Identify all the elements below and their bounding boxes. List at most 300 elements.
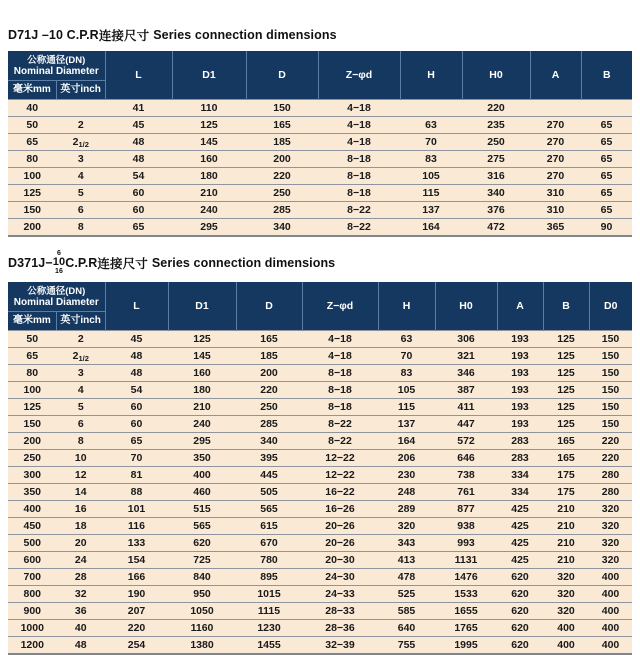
cell-H0: 275 xyxy=(462,151,530,168)
cell-D0: 150 xyxy=(589,331,632,348)
cell-H0: 387 xyxy=(435,382,497,399)
cell-D0: 400 xyxy=(589,586,632,603)
cell-H0: 1995 xyxy=(435,637,497,655)
cell-B: 125 xyxy=(543,348,589,365)
cell-A: 270 xyxy=(530,168,581,185)
cell-A: 620 xyxy=(497,637,543,655)
cell-B: 175 xyxy=(543,484,589,501)
pressure-rating-fraction xyxy=(53,250,65,275)
cell-L: 54 xyxy=(105,382,168,399)
table-row xyxy=(8,202,632,219)
cell-A: 425 xyxy=(497,535,543,552)
cell-D0: 150 xyxy=(589,382,632,399)
cell-inch: 6 xyxy=(77,204,84,216)
section-2-title-english: Series connection dimensions xyxy=(151,255,336,270)
cell-A: 620 xyxy=(497,586,543,603)
table-2-header-D: D xyxy=(236,282,302,331)
nominal-diameter-english-label-2: Nominal Diameter xyxy=(13,297,99,308)
cell-Zd: 8−18 xyxy=(302,365,378,382)
table-1-header-H0: H0 xyxy=(462,51,530,100)
cell-D: 220 xyxy=(236,382,302,399)
table-row xyxy=(8,365,632,382)
cell-D1: 160 xyxy=(172,151,246,168)
cell-nominal-diameter xyxy=(8,365,105,382)
cell-D0: 150 xyxy=(589,348,632,365)
cell-D0: 320 xyxy=(589,518,632,535)
cell-nominal-diameter xyxy=(8,484,105,501)
cell-B: 210 xyxy=(543,518,589,535)
table-row xyxy=(8,331,632,348)
cell-B: 65 xyxy=(581,202,632,219)
table-2-header-B: B xyxy=(543,282,589,331)
table-2-body xyxy=(8,331,632,655)
cell-D0: 220 xyxy=(589,433,632,450)
cell-inch: 3 xyxy=(77,153,84,165)
cell-mm: 100 xyxy=(23,170,42,182)
table-row xyxy=(8,484,632,501)
cell-H: 63 xyxy=(378,331,435,348)
cell-inch: 28 xyxy=(74,571,87,583)
cell-D: 250 xyxy=(236,399,302,416)
cell-B: 400 xyxy=(543,637,589,655)
cell-inch: 8 xyxy=(77,435,84,447)
cell-inch: 4 xyxy=(77,170,84,182)
cell-H0: 1655 xyxy=(435,603,497,620)
cell-B: 125 xyxy=(543,399,589,416)
cell-L: 48 xyxy=(105,151,172,168)
cell-D1: 125 xyxy=(172,117,246,134)
cell-D0: 150 xyxy=(589,365,632,382)
cell-H0: 938 xyxy=(435,518,497,535)
cell-Zd: 4−18 xyxy=(318,117,400,134)
cell-D: 1115 xyxy=(236,603,302,620)
cell-nominal-diameter xyxy=(8,399,105,416)
cell-inch: 16 xyxy=(74,503,87,515)
cell-mm: 250 xyxy=(23,452,42,464)
cell-H: 83 xyxy=(378,365,435,382)
cell-D: 615 xyxy=(236,518,302,535)
cell-Zd: 28−33 xyxy=(302,603,378,620)
cell-D0: 320 xyxy=(589,501,632,518)
cell-D: 165 xyxy=(236,331,302,348)
cell-inch: 32 xyxy=(74,588,87,600)
cell-A: 365 xyxy=(530,219,581,237)
table-row xyxy=(8,117,632,134)
cell-B: 65 xyxy=(581,185,632,202)
cell-Zd: 16−22 xyxy=(302,484,378,501)
cell-inch: 14 xyxy=(74,486,87,498)
table-row xyxy=(8,348,632,365)
cell-L: 116 xyxy=(105,518,168,535)
cell-A: 193 xyxy=(497,348,543,365)
cell-Zd: 4−18 xyxy=(302,331,378,348)
cell-inch: 20 xyxy=(74,537,87,549)
cell-D: 895 xyxy=(236,569,302,586)
table-1-body xyxy=(8,100,632,237)
cell-A: 283 xyxy=(497,450,543,467)
section-title-1 xyxy=(8,0,632,51)
cell-D: 200 xyxy=(246,151,318,168)
section-2-title-chinese: 连接尺寸 xyxy=(97,256,148,271)
table-row xyxy=(8,586,632,603)
table-2-header-row xyxy=(8,282,632,331)
cell-H0: 993 xyxy=(435,535,497,552)
table-2-header-A: A xyxy=(497,282,543,331)
cell-D1: 620 xyxy=(168,535,236,552)
cell-A: 334 xyxy=(497,484,543,501)
table-row xyxy=(8,535,632,552)
table-1-header-Zd: Z−φd xyxy=(318,51,400,100)
cell-mm: 1000 xyxy=(20,622,44,634)
cell-H: 105 xyxy=(378,382,435,399)
cell-D: 565 xyxy=(236,501,302,518)
cell-inch: 10 xyxy=(74,452,87,464)
table-2-header-nominal-diameter xyxy=(8,282,105,331)
cell-D0: 400 xyxy=(589,569,632,586)
cell-H: 137 xyxy=(378,416,435,433)
cell-D1: 840 xyxy=(168,569,236,586)
cell-H0: 321 xyxy=(435,348,497,365)
cell-Zd: 8−18 xyxy=(318,168,400,185)
table-row xyxy=(8,552,632,569)
cell-D1: 240 xyxy=(168,416,236,433)
cell-L: 81 xyxy=(105,467,168,484)
nominal-diameter-mm-label-2: 毫米mm xyxy=(8,312,57,330)
table-row xyxy=(8,382,632,399)
cell-inch: 5 xyxy=(77,187,84,199)
cell-nominal-diameter xyxy=(8,518,105,535)
cell-L: 101 xyxy=(105,501,168,518)
cell-H: 755 xyxy=(378,637,435,655)
cell-D1: 110 xyxy=(172,100,246,117)
cell-L: 48 xyxy=(105,348,168,365)
cell-H0: 738 xyxy=(435,467,497,484)
cell-nominal-diameter xyxy=(8,569,105,586)
cell-A: 193 xyxy=(497,382,543,399)
cell-H: 206 xyxy=(378,450,435,467)
cell-mm: 300 xyxy=(23,469,42,481)
cell-H: 248 xyxy=(378,484,435,501)
cell-B: 90 xyxy=(581,219,632,237)
fraction-bottom: 16 xyxy=(54,268,63,275)
cell-B: 125 xyxy=(543,365,589,382)
cell-L: 45 xyxy=(105,331,168,348)
cell-mm: 125 xyxy=(23,187,42,199)
table-row xyxy=(8,433,632,450)
cell-inch: 48 xyxy=(74,639,87,651)
cell-L: 154 xyxy=(105,552,168,569)
table-1-header-L: L xyxy=(105,51,172,100)
cell-nominal-diameter xyxy=(8,467,105,484)
cell-D: 250 xyxy=(246,185,318,202)
cell-Zd: 8−18 xyxy=(302,399,378,416)
cell-B: 125 xyxy=(543,416,589,433)
cell-mm: 200 xyxy=(23,435,42,447)
table-row xyxy=(8,569,632,586)
cell-D: 200 xyxy=(236,365,302,382)
cell-nominal-diameter xyxy=(8,501,105,518)
cell-mm: 80 xyxy=(26,367,39,379)
table-row xyxy=(8,637,632,655)
cell-B xyxy=(581,100,632,117)
nominal-diameter-inch-label-2: 英寸inch xyxy=(60,315,101,326)
cell-D0: 320 xyxy=(589,552,632,569)
cell-inch: 8 xyxy=(77,221,84,233)
cell-D: 505 xyxy=(236,484,302,501)
cell-L: 65 xyxy=(105,219,172,237)
table-2-header-H0: H0 xyxy=(435,282,497,331)
cell-nominal-diameter xyxy=(8,219,105,237)
cell-D: 395 xyxy=(236,450,302,467)
table-2-header-D0: D0 xyxy=(589,282,632,331)
section-title-2 xyxy=(8,237,632,282)
cell-A: 620 xyxy=(497,603,543,620)
cell-Zd: 8−22 xyxy=(302,433,378,450)
cell-mm: 450 xyxy=(23,520,42,532)
section-1-title-chinese: 连接尺寸 xyxy=(98,29,150,43)
cell-D0: 280 xyxy=(589,467,632,484)
cell-D0: 320 xyxy=(589,535,632,552)
cell-A: 425 xyxy=(497,552,543,569)
cell-mm: 65 xyxy=(26,350,39,362)
cell-nominal-diameter xyxy=(8,603,105,620)
table-row xyxy=(8,518,632,535)
section-2-title-suffix: C.P.R xyxy=(65,255,98,270)
cell-A: 425 xyxy=(497,501,543,518)
cell-H: 230 xyxy=(378,467,435,484)
table-2-header-Zd: Z−φd xyxy=(302,282,378,331)
cell-mm: 500 xyxy=(23,537,42,549)
cell-inch: 5 xyxy=(77,401,84,413)
section-1-title-english: Series connection dimensions xyxy=(153,28,337,42)
cell-D0: 280 xyxy=(589,484,632,501)
cell-H: 70 xyxy=(400,134,462,151)
cell-L: 70 xyxy=(105,450,168,467)
cell-B: 400 xyxy=(543,620,589,637)
cell-nominal-diameter xyxy=(8,586,105,603)
cell-D1: 515 xyxy=(168,501,236,518)
cell-A: 270 xyxy=(530,134,581,151)
cell-mm: 150 xyxy=(23,204,42,216)
cell-inch: 24 xyxy=(74,554,87,566)
cell-D1: 145 xyxy=(168,348,236,365)
cell-H0: 646 xyxy=(435,450,497,467)
cell-mm: 700 xyxy=(23,571,42,583)
cell-B: 165 xyxy=(543,450,589,467)
cell-H0: 761 xyxy=(435,484,497,501)
cell-Zd: 28−36 xyxy=(302,620,378,637)
cell-L: 190 xyxy=(105,586,168,603)
cell-H: 343 xyxy=(378,535,435,552)
table-2-header-D1: D1 xyxy=(168,282,236,331)
fraction-top: 6 xyxy=(56,250,61,257)
cell-Zd: 4−18 xyxy=(318,100,400,117)
cell-nominal-diameter xyxy=(8,433,105,450)
cell-inch: 4 xyxy=(77,384,84,396)
cell-B: 65 xyxy=(581,168,632,185)
cell-H: 70 xyxy=(378,348,435,365)
cell-L: 60 xyxy=(105,416,168,433)
nominal-diameter-chinese-label-2: 公称通径(DN) xyxy=(27,286,86,297)
cell-D1: 565 xyxy=(168,518,236,535)
cell-D1: 145 xyxy=(172,134,246,151)
cell-H0: 235 xyxy=(462,117,530,134)
cell-H: 320 xyxy=(378,518,435,535)
cell-Zd: 20−26 xyxy=(302,535,378,552)
cell-H0: 447 xyxy=(435,416,497,433)
cell-H0: 1476 xyxy=(435,569,497,586)
cell-inch: 18 xyxy=(74,520,87,532)
cell-A: 193 xyxy=(497,399,543,416)
cell-D1: 460 xyxy=(168,484,236,501)
cell-H0: 1765 xyxy=(435,620,497,637)
cell-A: 193 xyxy=(497,416,543,433)
cell-D0: 220 xyxy=(589,450,632,467)
cell-mm: 350 xyxy=(23,486,42,498)
section-1-title-prefix: D71J –10 C.P.R xyxy=(8,28,99,42)
table-row xyxy=(8,185,632,202)
cell-nominal-diameter xyxy=(8,185,105,202)
cell-mm: 65 xyxy=(26,136,39,148)
cell-H0: 1533 xyxy=(435,586,497,603)
cell-H: 525 xyxy=(378,586,435,603)
cell-D1: 1050 xyxy=(168,603,236,620)
cell-L: 88 xyxy=(105,484,168,501)
cell-nominal-diameter xyxy=(8,382,105,399)
table-row xyxy=(8,219,632,237)
cell-nominal-diameter xyxy=(8,117,105,134)
cell-A: 620 xyxy=(497,620,543,637)
cell-inch xyxy=(57,102,106,114)
cell-inch: 2 xyxy=(77,119,84,131)
cell-Zd: 16−26 xyxy=(302,501,378,518)
cell-mm: 800 xyxy=(23,588,42,600)
cell-Zd: 20−26 xyxy=(302,518,378,535)
cell-D: 285 xyxy=(246,202,318,219)
cell-Zd: 32−39 xyxy=(302,637,378,655)
cell-nominal-diameter xyxy=(8,450,105,467)
cell-mm: 40 xyxy=(26,102,39,114)
cell-H: 137 xyxy=(400,202,462,219)
cell-inch: 2 xyxy=(77,333,84,345)
cell-D0: 150 xyxy=(589,416,632,433)
cell-D: 1015 xyxy=(236,586,302,603)
cell-H0: 376 xyxy=(462,202,530,219)
cell-B: 320 xyxy=(543,586,589,603)
cell-nominal-diameter xyxy=(8,416,105,433)
table-2-header-H: H xyxy=(378,282,435,331)
cell-L: 207 xyxy=(105,603,168,620)
cell-D: 340 xyxy=(246,219,318,237)
cell-Zd: 4−18 xyxy=(302,348,378,365)
cell-H: 289 xyxy=(378,501,435,518)
cell-D1: 240 xyxy=(172,202,246,219)
cell-D: 150 xyxy=(246,100,318,117)
cell-L: 48 xyxy=(105,365,168,382)
cell-D: 445 xyxy=(236,467,302,484)
cell-L: 54 xyxy=(105,168,172,185)
cell-L: 60 xyxy=(105,185,172,202)
cell-B: 65 xyxy=(581,117,632,134)
cell-B: 210 xyxy=(543,535,589,552)
cell-D: 1230 xyxy=(236,620,302,637)
cell-L: 65 xyxy=(105,433,168,450)
cell-D1: 400 xyxy=(168,467,236,484)
cell-mm: 100 xyxy=(23,384,42,396)
section-2-title-prefix: D371J− xyxy=(8,255,53,270)
cell-D: 220 xyxy=(246,168,318,185)
fraction-mid: 10 xyxy=(52,256,66,268)
cell-H: 115 xyxy=(378,399,435,416)
table-row xyxy=(8,501,632,518)
cell-nominal-diameter xyxy=(8,620,105,637)
table-1-header-nominal-diameter xyxy=(8,51,105,100)
cell-mm: 80 xyxy=(26,153,39,165)
cell-B: 175 xyxy=(543,467,589,484)
cell-A: 270 xyxy=(530,117,581,134)
table-1-header-B: B xyxy=(581,51,632,100)
cell-nominal-diameter xyxy=(8,331,105,348)
cell-H: 164 xyxy=(400,219,462,237)
cell-Zd: 20−30 xyxy=(302,552,378,569)
table-1-header-H: H xyxy=(400,51,462,100)
cell-D1: 160 xyxy=(168,365,236,382)
cell-D0: 400 xyxy=(589,620,632,637)
cell-H: 413 xyxy=(378,552,435,569)
cell-inch: 40 xyxy=(74,622,87,634)
cell-D0: 150 xyxy=(589,399,632,416)
cell-nominal-diameter xyxy=(8,134,105,151)
cell-H0: 472 xyxy=(462,219,530,237)
cell-mm: 150 xyxy=(23,418,42,430)
cell-D1: 295 xyxy=(168,433,236,450)
cell-nominal-diameter xyxy=(8,151,105,168)
cell-D1: 725 xyxy=(168,552,236,569)
table-row xyxy=(8,620,632,637)
cell-D1: 950 xyxy=(168,586,236,603)
cell-A: 310 xyxy=(530,202,581,219)
cell-A: 620 xyxy=(497,569,543,586)
cell-nominal-diameter xyxy=(8,535,105,552)
cell-L: 45 xyxy=(105,117,172,134)
cell-nominal-diameter xyxy=(8,348,105,365)
cell-Zd: 24−30 xyxy=(302,569,378,586)
cell-D1: 210 xyxy=(168,399,236,416)
cell-D1: 350 xyxy=(168,450,236,467)
cell-H0: 572 xyxy=(435,433,497,450)
cell-A: 193 xyxy=(497,331,543,348)
table-row xyxy=(8,450,632,467)
cell-nominal-diameter xyxy=(8,168,105,185)
table-row xyxy=(8,467,632,484)
cell-Zd: 8−18 xyxy=(318,185,400,202)
nominal-diameter-chinese-label: 公称通径(DN) xyxy=(27,55,86,66)
cell-D0: 400 xyxy=(589,637,632,655)
cell-L: 60 xyxy=(105,399,168,416)
cell-Zd: 12−22 xyxy=(302,467,378,484)
cell-D: 285 xyxy=(236,416,302,433)
cell-nominal-diameter xyxy=(8,552,105,569)
table-row xyxy=(8,100,632,117)
cell-B: 125 xyxy=(543,382,589,399)
cell-L: 220 xyxy=(105,620,168,637)
cell-mm: 600 xyxy=(23,554,42,566)
cell-D1: 1380 xyxy=(168,637,236,655)
connection-dimensions-table-1 xyxy=(8,51,632,237)
table-row xyxy=(8,399,632,416)
cell-nominal-diameter xyxy=(8,202,105,219)
cell-L: 48 xyxy=(105,134,172,151)
